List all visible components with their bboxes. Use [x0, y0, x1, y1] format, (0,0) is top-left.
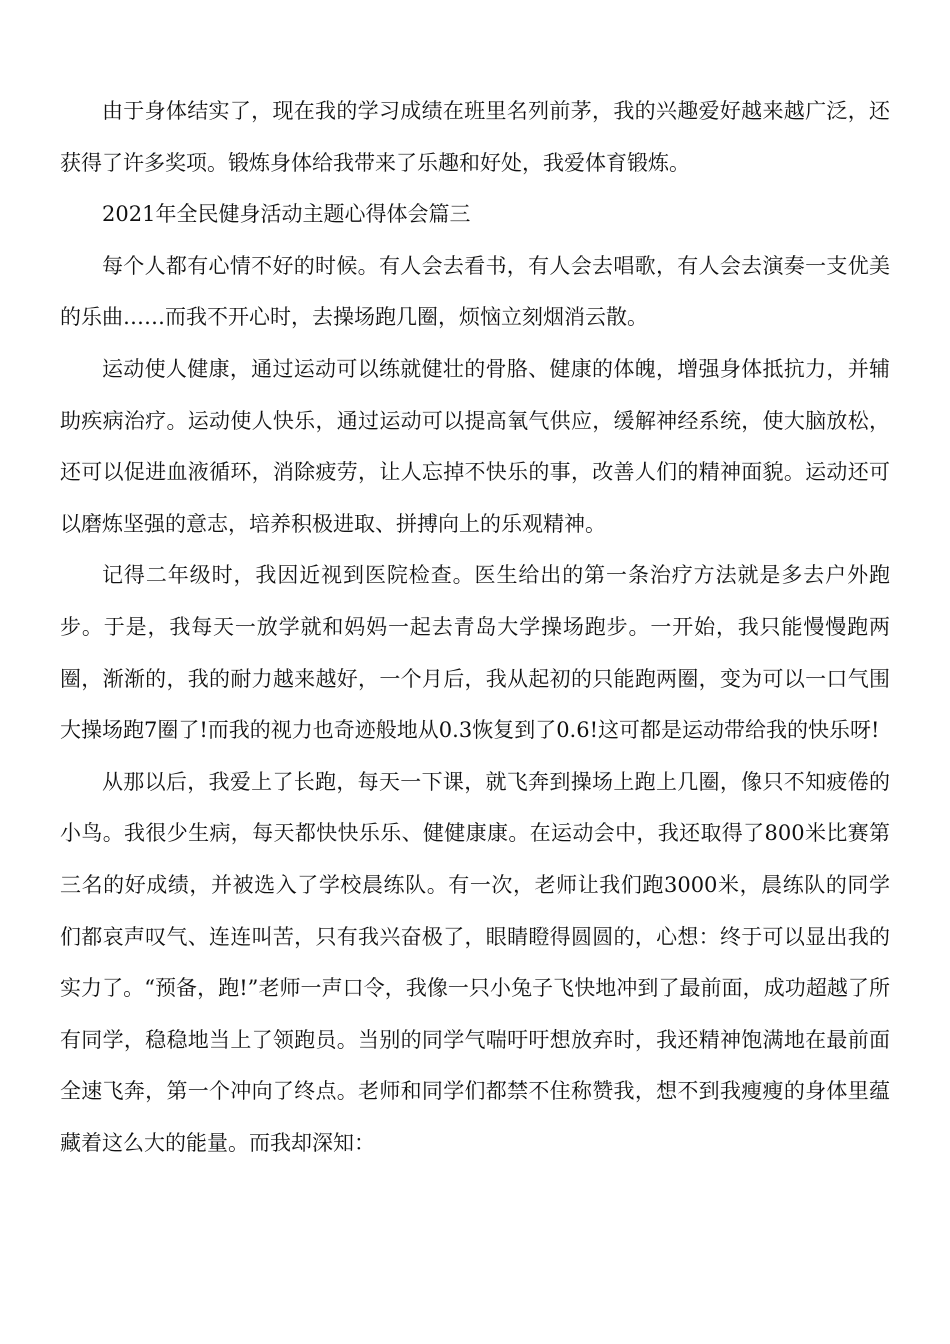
- paragraph: 每个人都有心情不好的时候。有人会去看书，有人会去唱歌，有人会去演奏一支优美的乐曲……而我不开心时，去操场跑几圈，烦恼立刻烟消云散。: [60, 253, 890, 330]
- paragraph: 运动使人健康，通过运动可以练就健壮的骨胳、健康的体魄，增强身体抵抗力，并辅助疾病治疗。运动使人快乐，通过运动可以提高氧气供应，缓解神经系统，使大脑放松，还可以促进血液循环，消除疲劳，让人忘掉不快乐的事，改善人们的精神面貌。运动还可以磨炼坚强的意志，培养积极进取、拼搏向上的乐观精神。: [60, 356, 890, 536]
- paragraph: 记得二年级时，我因近视到医院检查。医生给出的第一条治疗方法就是多去户外跑步。于是，我每天一放学就和妈妈一起去青岛大学操场跑步。一开始，我只能慢慢跑两圈，渐渐的，我的耐力越来越好，一个月后，我从起初的只能跑两圈，变为可以一口气围大操场跑7圈了!而我的视力也奇迹般地从0.3恢复到了0.6!这可都是运动带给我的快乐呀!: [60, 563, 890, 743]
- paragraph: 从那以后，我爱上了长跑，每天一下课，就飞奔到操场上跑上几圈，像只不知疲倦的小鸟。我很少生病，每天都快快乐乐、健健康康。在运动会中，我还取得了800米比赛第三名的好成绩，并被选入了学校晨练队。有一次，老师让我们跑3000米，晨练队的同学们都哀声叹气、连连叫苦，只有我兴奋极了，眼睛瞪得圆圆的，心想：终于可以显出我的实力了。“预备，跑!”老师一声口令，我像一只小兔子飞快地冲到了最前面，成功超越了所有同学，稳稳地当上了领跑员。当别的同学气喘吁吁想放弃时，我还精神饱满地在最前面全速飞奔，第一个冲向了终点。老师和同学们都禁不住称赞我，想不到我瘦瘦的身体里蕴藏着这么大的能量。而我却深知：: [60, 769, 890, 1155]
- document-body: [60, 86, 890, 1169]
- section-heading: 2021年全民健身活动主题心得体会篇三: [102, 202, 471, 227]
- paragraph: 由于身体结实了，现在我的学习成绩在班里名列前茅，我的兴趣爱好越来越广泛，还获得了许多奖项。锻炼身体给我带来了乐趣和好处，我爱体育锻炼。: [60, 99, 890, 175]
